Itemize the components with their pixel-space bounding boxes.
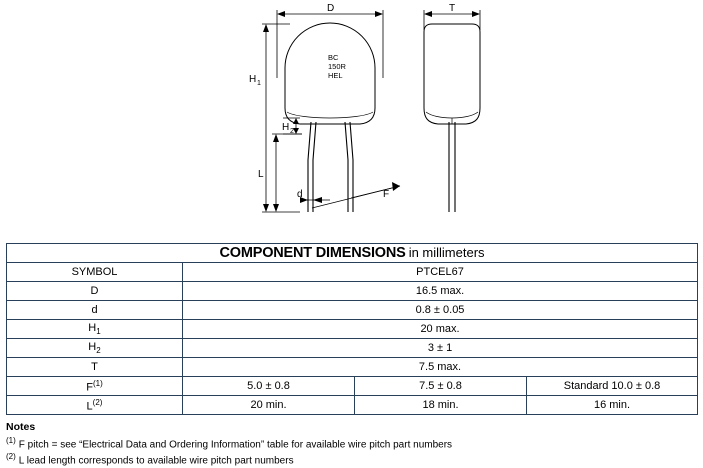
label-d: d [297,189,303,200]
row-value-F-2: 7.5 ± 0.8 [355,377,527,396]
label-T: T [449,3,456,14]
row-value-L-3: 16 min. [527,396,698,415]
label-D: D [327,3,335,14]
notes-section [6,421,696,468]
table-title-row [7,244,698,263]
row-symbol-F [7,377,183,396]
row-symbol-D: D [7,282,183,301]
table-row [7,358,698,377]
row-symbol-F-note: (1) [92,378,103,388]
row-symbol-H1-text: H [88,321,97,334]
label-F: F [383,189,390,200]
table-title-sub: in millimeters [408,245,485,260]
row-value-F-3: Standard 10.0 ± 0.8 [527,377,698,396]
note-item-1 [6,436,696,452]
table-row [7,282,698,301]
table-title-main: COMPONENT DIMENSIONS [219,245,406,261]
row-symbol-L-note: (2) [92,397,103,407]
table-header-row [7,263,698,282]
row-value-F-1: 5.0 ± 0.8 [183,377,355,396]
header-symbol: SYMBOL [7,263,183,282]
label-L: L [258,169,264,180]
label-H1-sub: 1 [257,80,261,87]
row-value-D: 16.5 max. [183,282,698,301]
notes-title: Notes [6,421,36,433]
table-row [7,377,698,396]
row-symbol-L [7,396,183,415]
component-dimensions-table [6,243,698,415]
row-symbol-H2 [7,339,183,358]
label-H2-sub: 2 [290,128,294,135]
row-symbol-H1-sub: 1 [96,327,101,337]
row-symbol-T: T [7,358,183,377]
row-symbol-d: d [7,301,183,320]
table-row [7,396,698,415]
row-symbol-F-text: F [86,381,93,394]
component-dimensions-table-wrapper [6,243,697,415]
row-symbol-H2-sub: 2 [96,346,101,356]
row-value-T: 7.5 max. [183,358,698,377]
table-row [7,320,698,339]
row-symbol-L-text: L [86,400,93,413]
row-value-L-1: 20 min. [183,396,355,415]
table-row [7,301,698,320]
row-symbol-H1 [7,320,183,339]
marking-line-2: 150R [328,62,346,71]
table-title-cell [7,244,698,263]
note-item-2 [6,452,696,468]
marking-line-1: BC [328,53,339,62]
note-marker-1: (1) [6,436,16,446]
table-row [7,339,698,358]
note-marker-2: (2) [6,451,16,461]
header-part: PTCEL67 [183,263,698,282]
note-text-1: F pitch = see “Electrical Data and Ordering Information” table for available wire pitch part numbers [18,439,453,451]
note-text-2: L lead length corresponds to available wire pitch part numbers [18,455,294,467]
row-value-d: 0.8 ± 0.05 [183,301,698,320]
row-value-H2: 3 ± 1 [183,339,698,358]
label-H1: H [249,74,257,85]
label-H2: H [282,122,290,133]
row-value-H1: 20 max. [183,320,698,339]
row-value-L-2: 18 min. [355,396,527,415]
row-symbol-H2-text: H [88,340,97,353]
marking-line-3: HEL [328,71,343,80]
